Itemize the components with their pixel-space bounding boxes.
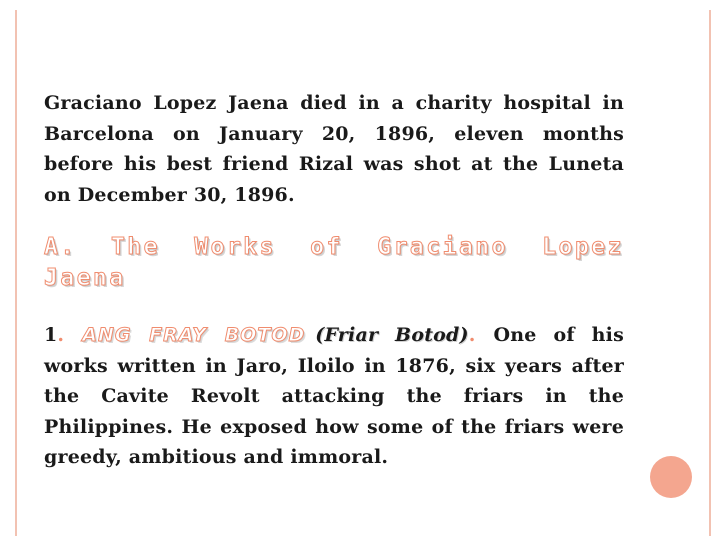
item-title-translation: (Friar Botod) bbox=[315, 324, 469, 346]
works-item-1 bbox=[44, 320, 624, 473]
item-description: One of his works written in Jaro, Iloilo in 1876, six years after the Cavite Revolt attacking the friars in the Philippines. He exposed how some of the friars were greedy, ambitious and immoral. bbox=[44, 324, 624, 468]
item-number-dot: . bbox=[57, 324, 65, 346]
section-heading: A. The Works of Graciano Lopez Jaena bbox=[44, 234, 624, 291]
item-title: ANG FRAY BOTOD bbox=[82, 324, 306, 346]
item-number: 1 bbox=[44, 324, 58, 346]
intro-paragraph: Graciano Lopez Jaena died in a charity hospital in Barcelona on January 20, 1896, eleven months before his best friend Rizal was shot at the Luneta on December 30, 1896. bbox=[44, 92, 624, 206]
slide-content bbox=[44, 88, 624, 473]
item-title-period: . bbox=[468, 324, 476, 346]
circle-ornament-icon bbox=[650, 456, 692, 498]
